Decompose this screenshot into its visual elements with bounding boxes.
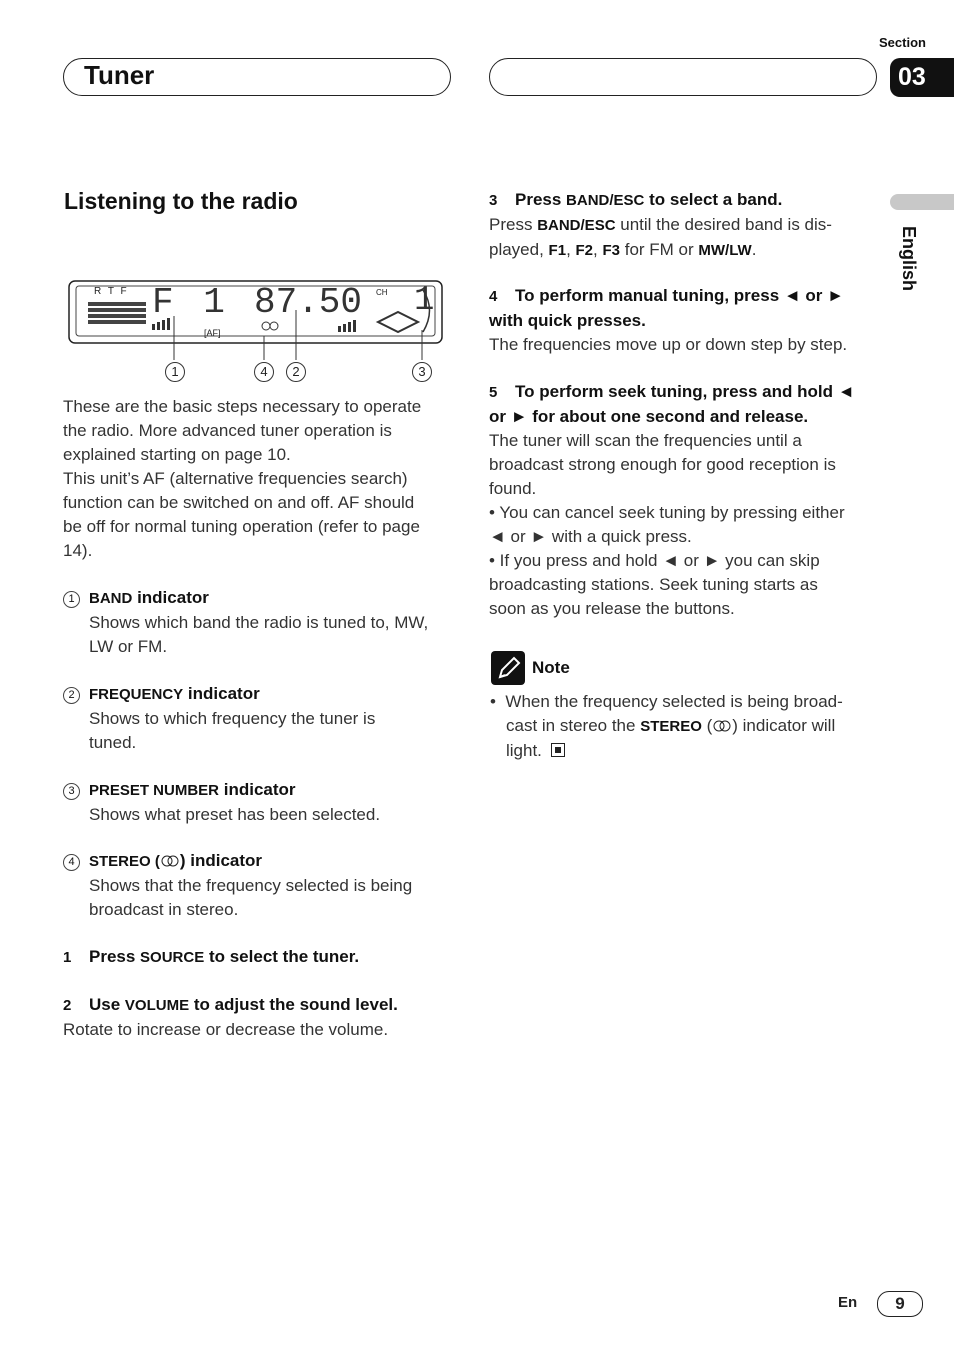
preset-readout: 1 xyxy=(414,282,435,320)
language-label: English xyxy=(899,226,919,292)
section-label: Section xyxy=(879,35,926,50)
title-frame-right xyxy=(489,58,877,96)
callout-2: 2 xyxy=(286,362,306,382)
ch-label: CH xyxy=(376,288,388,297)
callout-4: 4 xyxy=(254,362,274,382)
note-label: Note xyxy=(532,658,570,677)
indicator-item-band: 1 BAND indicator Shows which band the radio is tuned to, MW, LW or FM. xyxy=(63,586,463,659)
footer-lang: En xyxy=(838,1294,858,1311)
note-body: • When the frequency selected is being broad- cast in stereo the STEREO ( ) indicator will light. xyxy=(490,692,843,760)
af-label: [AF] xyxy=(204,328,221,338)
step-3: 3 Press BAND/ESC to select a band. Press BAND/ESC until the desired band is dis- played, F1, F2, F3 for FM or MW/LW. xyxy=(489,190,832,259)
stereo-icon xyxy=(160,855,180,867)
step-5: 5 To perform seek tuning, press and hold ◄ or ► for about one second and release. The tuner will scan the frequencies until a broadcast strong enough for good reception is found. • You can cancel seek tuning by pressing either ◄ or ► with a quick press. • If you press and hold ◄ or ► you can skip broadcasting stations. Seek tuning starts as soon as you release the buttons. xyxy=(489,382,855,618)
stereo-icon xyxy=(712,720,732,732)
end-mark-icon xyxy=(551,743,565,757)
rds-flags: R T F xyxy=(94,286,129,297)
indicator-item-preset: 3 PRESET NUMBER indicator Shows what preset has been selected. xyxy=(63,778,463,827)
indicator-item-frequency: 2 FREQUENCY indicator Shows to which frequency the tuner is tuned. xyxy=(63,682,463,755)
intro-paragraph: These are the basic steps necessary to operate the radio. More advanced tuner operation is explained starting on page 10. This unit’s AF (alternative frequencies search) function can be switched on and off. AF should be off for normal tuning operation (refer to page 14). xyxy=(63,397,422,560)
step-4: 4 To perform manual tuning, press ◄ or ► with quick presses. The frequencies move up or down step by step. xyxy=(489,286,848,354)
frequency-readout: 87.50 xyxy=(254,282,363,323)
callout-3: 3 xyxy=(412,362,432,382)
note-icon xyxy=(491,651,525,685)
step-2: 2 Use VOLUME to adjust the sound level. Rotate to increase or decrease the volume. xyxy=(63,995,398,1039)
step-1: 1 Press SOURCE to select the tuner. xyxy=(63,947,360,966)
callout-1: 1 xyxy=(165,362,185,382)
page-number: 9 xyxy=(877,1291,923,1317)
section-number-badge: 03 xyxy=(890,58,954,97)
indicator-item-stereo: 4 STEREO ( ) indicator Shows that the frequency selected is being broadcast in stereo. xyxy=(63,849,463,922)
section-heading: Listening to the radio xyxy=(64,188,298,214)
language-tab xyxy=(890,194,954,210)
page-title: Tuner xyxy=(84,60,155,90)
band-readout: F 1 xyxy=(152,282,229,323)
